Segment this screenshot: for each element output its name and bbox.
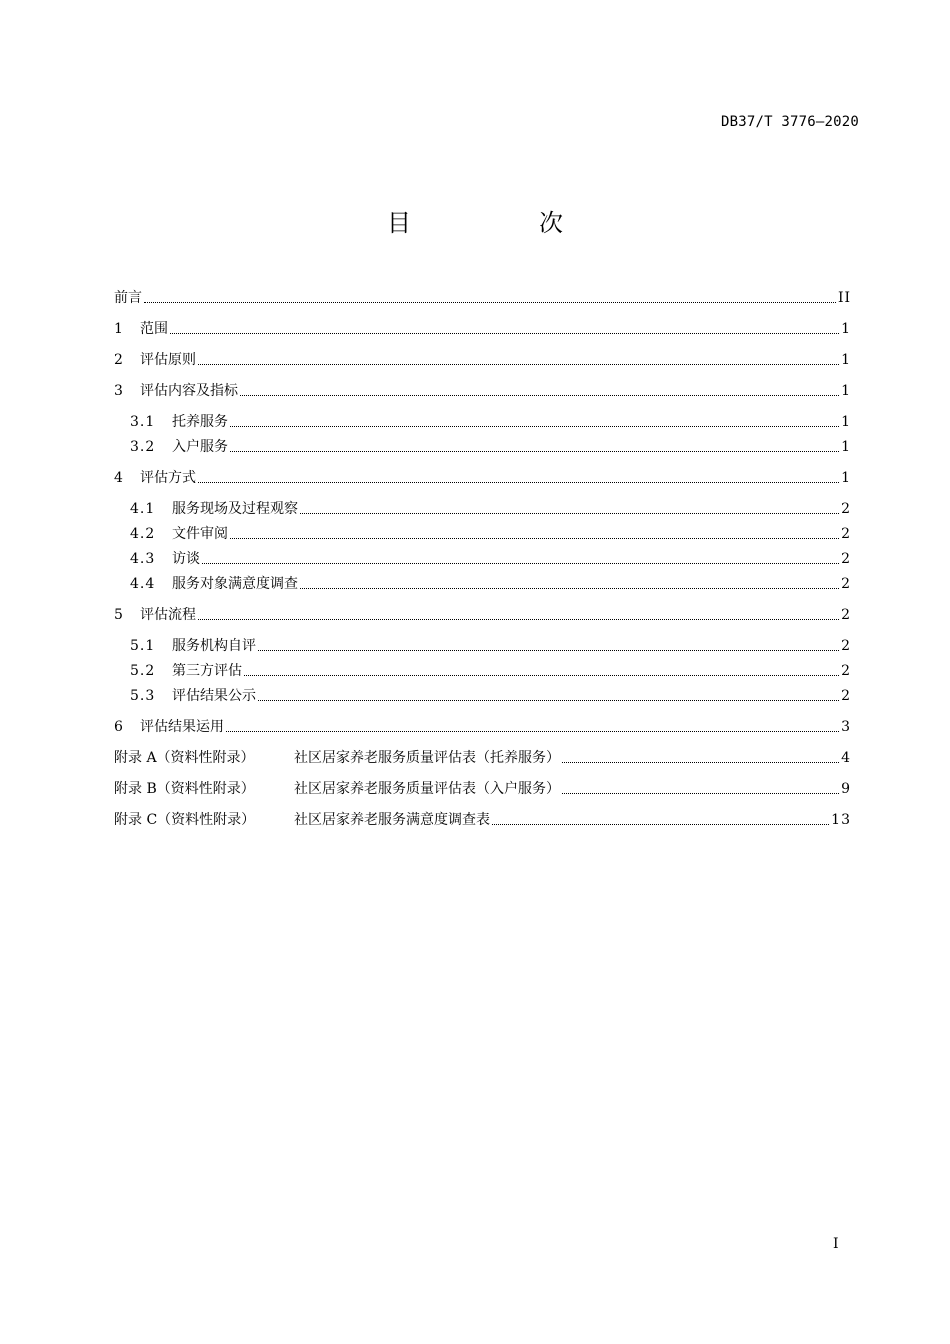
toc-entry-number: 4.2 xyxy=(130,526,156,542)
toc-entry-label: 评估内容及指标 xyxy=(140,383,238,399)
footer-page-number: I xyxy=(833,1236,839,1252)
dot-leader xyxy=(258,699,839,701)
toc-entry-page: 2 xyxy=(841,607,851,623)
toc-entry-page: 1 xyxy=(841,414,851,430)
toc-entry-3-1[interactable] xyxy=(130,411,851,431)
toc-entry-page: 2 xyxy=(841,551,851,567)
toc-entry-page: II xyxy=(837,290,851,306)
toc-entry-number: 附录 A（资料性附录） xyxy=(114,750,255,766)
toc-entry-label: 托养服务 xyxy=(172,414,228,430)
toc-entry-number: 6 xyxy=(114,719,123,735)
toc-entry-3-2[interactable] xyxy=(130,436,851,456)
toc-entry-number: 1 xyxy=(114,321,123,337)
toc-entry-page: 2 xyxy=(841,663,851,679)
toc-entry-1[interactable] xyxy=(114,318,851,338)
toc-entry-page: 1 xyxy=(841,352,851,368)
toc-entry-page: 2 xyxy=(841,501,851,517)
toc-entry-3[interactable] xyxy=(114,380,851,400)
toc-entry-label: 前言 xyxy=(114,290,142,306)
toc-entry-number: 3.1 xyxy=(130,414,156,430)
toc-entry-4-2[interactable] xyxy=(130,523,851,543)
toc-entry-number: 5.2 xyxy=(130,663,156,679)
toc-entry-label: 访谈 xyxy=(172,551,200,567)
toc-entry-page: 2 xyxy=(841,688,851,704)
toc-entry-number: 5.1 xyxy=(130,638,156,654)
dot-leader xyxy=(240,394,839,396)
toc-title: 目 次 xyxy=(387,209,615,237)
toc-entry-label: 入户服务 xyxy=(172,439,228,455)
toc-entry-5-3[interactable] xyxy=(130,685,851,705)
toc-entry-4[interactable] xyxy=(114,467,851,487)
toc-entry-page: 2 xyxy=(841,526,851,542)
toc-entry-page: 4 xyxy=(841,750,851,766)
toc-entry-page: 13 xyxy=(831,812,851,828)
toc-entry-label: 社区居家养老服务质量评估表（入户服务） xyxy=(294,781,560,797)
dot-leader xyxy=(198,481,839,483)
toc-entry-annex-a[interactable] xyxy=(114,747,851,767)
toc-entry-page: 2 xyxy=(841,638,851,654)
dot-leader xyxy=(198,363,839,365)
toc-entry-6[interactable] xyxy=(114,716,851,736)
toc-entry-number: 3 xyxy=(114,383,123,399)
toc-entry-foreword[interactable] xyxy=(114,287,851,307)
toc-entry-4-3[interactable] xyxy=(130,548,851,568)
toc-entry-number: 5.3 xyxy=(130,688,156,704)
toc-entry-number: 3.2 xyxy=(130,439,156,455)
toc-entry-label: 评估结果运用 xyxy=(140,719,224,735)
dot-leader xyxy=(230,425,839,427)
toc-entry-number: 4.3 xyxy=(130,551,156,567)
toc-entry-2[interactable] xyxy=(114,349,851,369)
toc-entry-page: 1 xyxy=(841,321,851,337)
dot-leader xyxy=(230,450,839,452)
toc-entry-label: 评估结果公示 xyxy=(172,688,256,704)
toc-entry-number: 2 xyxy=(114,352,123,368)
toc-entry-page: 1 xyxy=(841,439,851,455)
toc-entry-number: 附录 C（资料性附录） xyxy=(114,812,256,828)
toc-entry-page: 2 xyxy=(841,576,851,592)
toc-entry-page: 3 xyxy=(841,719,851,735)
standard-code: DB37/T 3776—2020 xyxy=(720,114,859,130)
toc-entry-page: 9 xyxy=(841,781,851,797)
dot-leader xyxy=(170,332,839,334)
toc-entry-label: 社区居家养老服务满意度调查表 xyxy=(294,812,490,828)
toc-entry-page: 1 xyxy=(841,383,851,399)
toc-entry-label: 社区居家养老服务质量评估表（托养服务） xyxy=(294,750,560,766)
toc-entry-4-4[interactable] xyxy=(130,573,851,593)
toc-entry-annex-b[interactable] xyxy=(114,778,851,798)
dot-leader xyxy=(300,512,839,514)
toc-entry-5[interactable] xyxy=(114,604,851,624)
toc-entry-annex-c[interactable] xyxy=(114,809,851,829)
toc-entry-number: 附录 B（资料性附录） xyxy=(114,781,255,797)
dot-leader xyxy=(202,562,839,564)
dot-leader xyxy=(244,674,839,676)
dot-leader xyxy=(300,587,839,589)
dot-leader xyxy=(230,537,839,539)
toc-entry-4-1[interactable] xyxy=(130,498,851,518)
dot-leader xyxy=(562,761,839,763)
toc-entry-page: 1 xyxy=(841,470,851,486)
toc-entry-label: 评估方式 xyxy=(140,470,196,486)
toc-entry-number: 5 xyxy=(114,607,123,623)
toc-entry-label: 评估流程 xyxy=(140,607,196,623)
toc-entry-label: 服务机构自评 xyxy=(172,638,256,654)
toc-entry-label: 文件审阅 xyxy=(172,526,228,542)
toc-entry-label: 服务现场及过程观察 xyxy=(172,501,298,517)
dot-leader xyxy=(492,823,829,825)
toc-entry-number: 4 xyxy=(114,470,123,486)
toc-entry-label: 服务对象满意度调查 xyxy=(172,576,298,592)
toc-entry-label: 范围 xyxy=(140,321,168,337)
toc-entry-label: 第三方评估 xyxy=(172,663,242,679)
dot-leader xyxy=(562,792,839,794)
dot-leader xyxy=(198,618,839,620)
dot-leader xyxy=(144,301,836,303)
dot-leader xyxy=(258,649,839,651)
toc-entry-label: 评估原则 xyxy=(140,352,196,368)
toc-entry-number: 4.1 xyxy=(130,501,156,517)
toc-entry-number: 4.4 xyxy=(130,576,156,592)
toc-entry-5-2[interactable] xyxy=(130,660,851,680)
toc-entry-5-1[interactable] xyxy=(130,635,851,655)
dot-leader xyxy=(226,730,839,732)
